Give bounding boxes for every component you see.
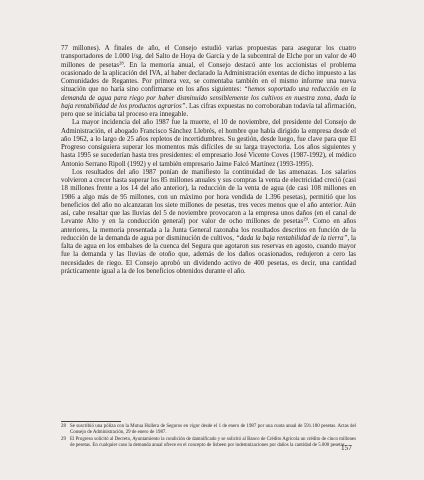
text-run: La mayor incidencia del año 1987 fue la muerte, el 10 de noviembre, del presidente del Consejo de Administración, el abogado Francisco Sánchez Llebrés, el hombre que había dirigido la empresa desde el año 1962, a lo largo de 25 años repletos de incertidumbres. Su gestión, desde luego, fue clave para que El Progreso consiguiera superar los momentos más difíciles de su larga trayectoria. Los años siguientes y hasta 1995 se sucederían hasta tres presidentes: el empresario José Vicente Coves (1987-1992), el médico Antonio Serrano Ripoll (1992) y el también empresario Jaime Falcó Martínez (1993-1995). xyxy=(61,119,356,168)
footnote-number: 28 xyxy=(61,424,66,429)
paragraph-3 xyxy=(61,169,356,276)
footnote-28 xyxy=(61,424,356,436)
footnote-separator xyxy=(61,421,121,422)
text-run: . En la memoria anual, el Consejo destacó ante los accionistas el problema ocasionado de la aplicación del IVA, al haber declarado la Administración exentas de dicho impuesto a las Comunidades de Regantes. Por primera vez, se comentaba también en el mismo informe una nueva situación que no haría sino confirmarse en los años siguientes: xyxy=(61,61,356,94)
paragraph-2 xyxy=(61,119,356,169)
footnote-text: El Progreso solicitó al Decreto, Ayuntamiento la condición de damnificado y se solicitó al Banco de Crédito Agrícola un crédito de cinco millones de pesetas. En cualquier caso la demanda anual ofrece en el concepto de lisbeen por indemnizaciones por daños la cantidad de 5.000 pesetas. xyxy=(70,436,356,448)
footnote-text: Se suscribió una póliza con la Mutua Hullera de Seguros en vigor desde el 1 de enero de 1987 por una cuota anual de 591.180 pesetas. Actas del Consejo de Administración, 29 de enero de 1987. xyxy=(70,424,356,435)
footnote-ref: 29 xyxy=(303,216,308,222)
paragraph-1 xyxy=(61,45,356,119)
main-text xyxy=(61,45,356,276)
page-number: 157 xyxy=(341,444,352,452)
text-run: , la falta de agua en los embalses de la cuenca del Segura que agotaron sus reservas en agosto, cuando mayor fue la demanda y las lluvias de otoño que, además de los daños ocasionados, redujeron a cero las necesidades de riego. El Consejo aprobó un dividendo activo de 400 pesetas, es decir, una cantidad prácticamente igual a la de los beneficios obtenidos durante el año. xyxy=(61,234,356,275)
text-run: Los resultados del año 1987 ponían de manifiesto la continuidad de las amenazas. Los salarios volvieron a crecer hasta superar los 85 millones anuales y sus compras la venta de electricidad creció (casi 18 millones frente a los 14 del año anterior), la reducción de la venta de agua (de casi 108 millones en 1986 a algo más de 95 millones, con un máximo por hora vendida de 1.396 pesetas), permitió que los beneficios del año no alcanzaran los siete millones de pesetas, tres veces menos que el año anterior. Aún así, cabe resaltar que las lluvias del 5 de noviembre provocaron a la empresa unos daños (en el canal de Levante Alto y en la conducción general) por valor de ocho millones de pesetas xyxy=(61,168,356,226)
text-run: 77 millones). A finales de año, el Consejo estudió varias propuestas para asegurar los cuatro transportadores de 1.000 l/sg. del Salto de Hoya de García y de la subcentral de Elche por un valor de 40 millones de pesetas xyxy=(61,45,356,69)
footnote-number: 29 xyxy=(61,436,66,442)
footnote-ref: 28 xyxy=(119,59,124,65)
footnotes xyxy=(61,424,356,450)
text-run: . Las cifras expuestas no corroboraban todavía tal afirmación, pero que se iniciaba tal proceso era innegable. xyxy=(61,102,356,118)
quoted-text: “dada la baja rentabilidad de la tierra” xyxy=(235,234,348,242)
quoted-text: “hemos soportado una reducción en la demanda de agua para riego por haber disminuido sensiblemente los cultivos en nuestra zona, dada la baja rentabilidad de los productos agrarios” xyxy=(61,86,356,110)
text-run: . Como en años anteriores, la memoria presentada a la Junta General razonaba los resultados descritos en función de la reducción de la demanda de agua por disminución de cultivos, xyxy=(61,218,357,242)
footnote-29 xyxy=(61,437,356,449)
